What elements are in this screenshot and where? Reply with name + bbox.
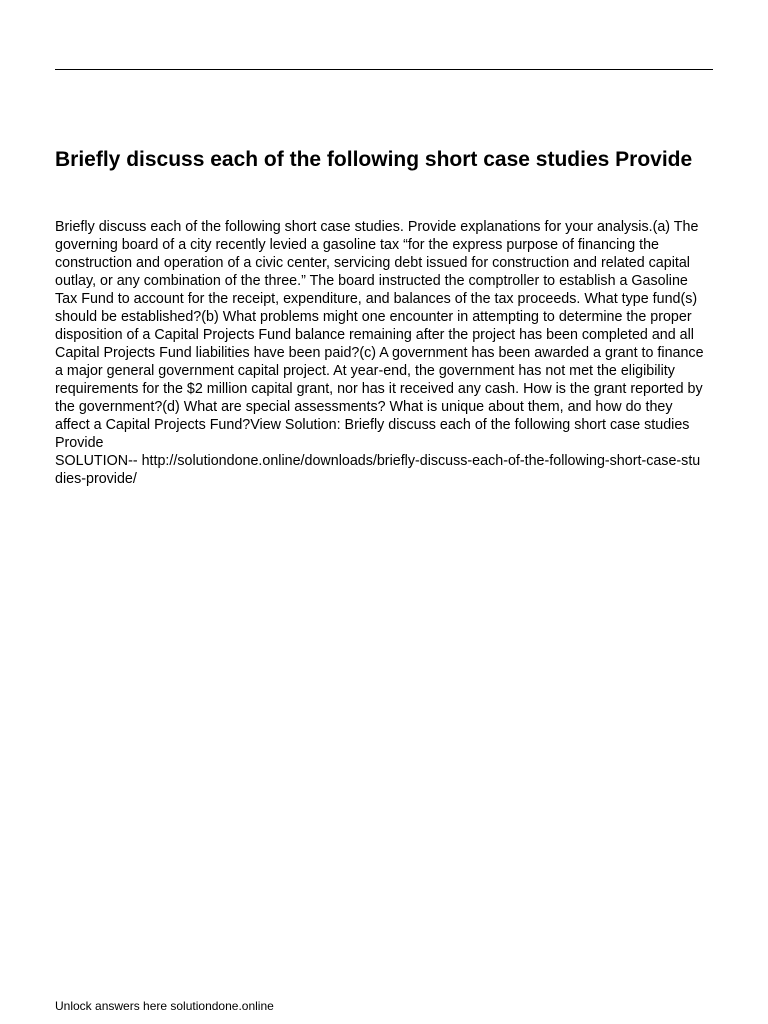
body-paragraph: Briefly discuss each of the following short case studies. Provide explanations for your analysis.(a) The governing board of a city recently levied a gasoline tax “for the express purpose of financing the construction and operation of a civic center, servicing debt issued for construction and related capital outlay, or any combination of the three.” The board instructed the comptroller to establish a Gasoline Tax Fund to account for the receipt, expenditure, and balances of the tax proceeds. What type fund(s) should be established?(b) What problems might one encounter in attempting to determine the proper disposition of a Capital Projects Fund balance remaining after the project has been completed and all Capital Projects Fund liabilities have been paid?(c) A government has been awarded a grant to finance a major general government capital project. At year-end, the government has not met the eligibility requirements for the $2 million capital grant, nor has it received any cash. How is the grant reported by the government?(d) What are special assessments? What is unique about them, and how do they affect a Capital Projects Fund?View Solution: Briefly discuss each of the following short case studies Provide [55, 219, 704, 451]
document-body [55, 218, 705, 488]
top-divider [55, 69, 713, 70]
document-title: Briefly discuss each of the following short case studies Provide [55, 148, 693, 171]
solution-link[interactable]: SOLUTION-- http://solutiondone.online/downloads/briefly-discuss-each-of-the-following-short-case-studies-provide/ [55, 453, 701, 487]
footer-text: Unlock answers here solutiondone.online [55, 999, 274, 1013]
